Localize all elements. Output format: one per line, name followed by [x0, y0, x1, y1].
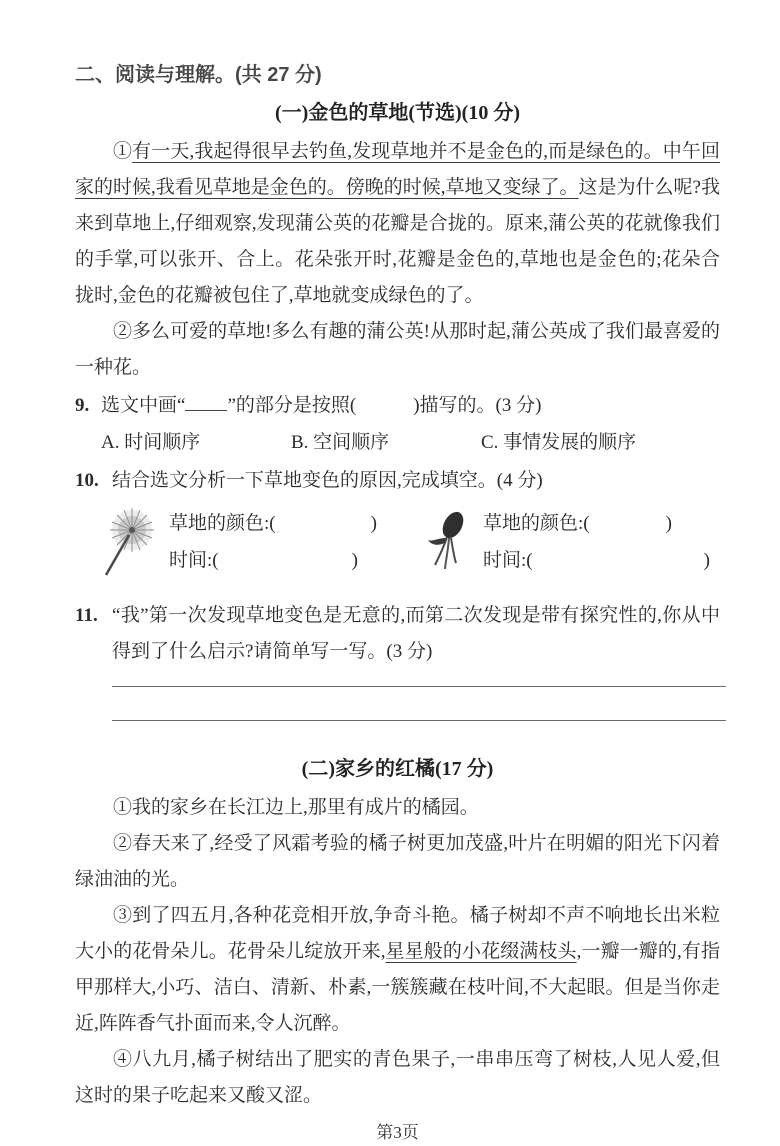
fill-group-open-dandelion — [97, 505, 419, 596]
option-c: C. 事情发展的顺序 — [481, 432, 637, 453]
fill-group-closed-dandelion — [419, 505, 710, 596]
question-9-options — [101, 425, 720, 461]
question-9 — [75, 388, 720, 424]
question-9-stem-post: ”的部分是按照( )描写的。(3 分) — [227, 395, 542, 416]
passage-text: ③到了四五月,各种花竞相开放,争奇斗艳。橘子树却不声不响地长出米粒大小的花骨朵儿。花骨朵儿绽放开来, — [75, 905, 720, 962]
passage2-paragraph-3 — [75, 898, 720, 1042]
question-11-stem: “我”第一次发现草地变色是无意的,而第二次发现是带有探究性的,你从中得到了什么启示?请简单写一写。(3 分) — [112, 605, 720, 662]
grass-color-blank: 草地的颜色:( ) — [169, 513, 377, 534]
time-blank: 时间:( ) — [483, 550, 710, 571]
answer-line — [112, 686, 726, 687]
fill-lines — [169, 505, 377, 579]
question-10-stem: 结合选文分析一下草地变色的原因,完成填空。(4 分) — [112, 470, 543, 491]
question-11 — [75, 598, 720, 670]
passage2-title: (二)家乡的红橘(17 分) — [301, 758, 494, 780]
passage1-paragraph-2: ②多么可爱的草地!多么有趣的蒲公英!从那时起,蒲公英成了我们最喜爱的一种花。 — [75, 321, 720, 378]
paragraph-marker: ① — [113, 141, 133, 162]
passage-text: ,一瓣一瓣的,有指甲那样大,小巧、洁白、清新、朴素,一簇簇藏在枝叶间,不大起眼。但是当你走近,阵阵香气扑面而来,令人沉醉。 — [75, 941, 720, 1034]
page-number: 第3页 — [376, 1123, 419, 1142]
question-10-fill-area — [97, 505, 720, 596]
option-b: B. 空间顺序 — [291, 432, 390, 453]
inline-blank-line — [185, 396, 227, 411]
passage1-title: (一)金色的草地(节选)(10 分) — [275, 102, 520, 124]
time-blank: 时间:( ) — [169, 550, 358, 571]
passage2-paragraph-2: ②春天来了,经受了风霜考验的橘子树更加茂盛,叶片在明媚的阳光下闪着绿油油的光。 — [75, 833, 720, 890]
question-9-stem-pre: 选文中画“ — [101, 395, 186, 416]
dandelion-closed-image — [419, 505, 475, 596]
section-heading: 二、阅读与理解。(共 27 分) — [75, 64, 322, 86]
passage1-paragraph-1 — [75, 134, 720, 314]
question-9-number: 9. — [75, 395, 90, 416]
grass-color-blank: 草地的颜色:( ) — [483, 513, 672, 534]
question-10-number: 10. — [75, 470, 99, 491]
question-11-answer-area — [112, 686, 720, 721]
question-11-number: 11. — [75, 605, 98, 626]
answer-line — [112, 720, 726, 721]
passage2-paragraph-4: ④八九月,橘子树结出了肥实的青色果子,一串串压弯了树枝,人见人爱,但这时的果子吃起来又酸又涩。 — [75, 1049, 720, 1106]
fill-lines — [483, 505, 710, 579]
question-9-stem — [101, 388, 720, 424]
question-10 — [75, 463, 720, 499]
option-a: A. 时间顺序 — [101, 432, 201, 453]
passage2-paragraph-1: ①我的家乡在长江边上,那里有成片的橘园。 — [113, 797, 479, 818]
underlined-passage-text: 星星般的小花缀满枝头 — [385, 941, 577, 962]
passage-text: 这是为什么呢?我来到草地上,仔细观察,发现蒲公英的花瓣是合拢的。原来,蒲公英的花就像我们的手掌,可以张开、合上。花朵张开时,花瓣是金色的,草地也是金色的;花朵合拢时,金色的花瓣被包住了,草地就变成绿色的了。 — [75, 177, 720, 306]
dandelion-open-image — [97, 505, 161, 596]
underlined-passage-text: 有一天,我起得很早去钓鱼,发现草地并不是金色的,而是绿色的。中午回家的时候,我看见草地是金色的。傍晚的时候,草地又变绿了。 — [75, 141, 720, 198]
